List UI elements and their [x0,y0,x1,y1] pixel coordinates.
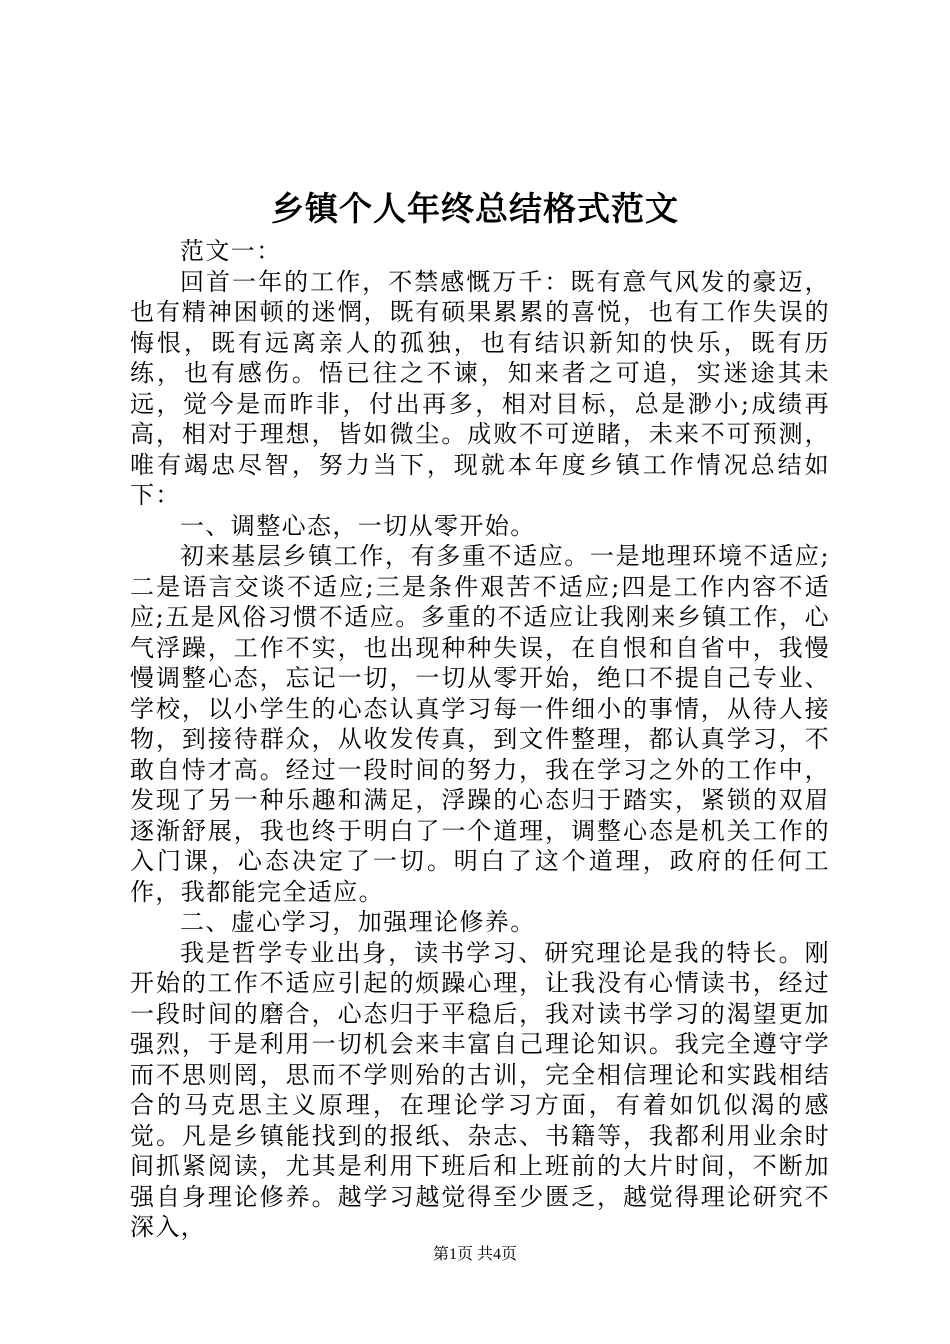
paragraph-intro: 回首一年的工作，不禁感慨万千：既有意气风发的豪迈，也有精神困顿的迷惘，既有硕果累累的喜悦，也有工作失误的悔恨，既有远离亲人的孤独，也有结识新知的快乐，既有历练，也有感伤。悟已往之不谏，知来者之可追，实迷途其未远，觉今是而昨非，付出再多，相对目标，总是渺小;成绩再高，相对于理想，皆如微尘。成败不可逆睹，未来不可预测，唯有竭忠尽智，努力当下，现就本年度乡镇工作情况总结如下： [130,267,830,509]
paragraph-section-2: 我是哲学专业出身，读书学习、研究理论是我的特长。刚开始的工作不适应引起的烦躁心理，让我没有心情读书，经过一段时间的磨合，心态归于平稳后，我对读书学习的渴望更加强烈，于是利用一切机会来丰富自己理论知识。我完全遵守学而不思则罔，思而不学则殆的古训，完全相信理论和实践相结合的马克思主义原理，在理论学习方面，有着如饥似渴的感觉。凡是乡镇能找到的报纸、杂志、书籍等，我都利用业余时间抓紧阅读，尤其是利用下班后和上班前的大片时间，不断加强自身理论修养。越学习越觉得至少匮乏，越觉得理论研究不深入， [130,938,830,1241]
section-heading-1: 一、调整心态，一切从零开始。 [180,511,536,540]
paragraph-section-1: 初来基层乡镇工作，有多重不适应。一是地理环境不适应;二是语言交谈不适应;三是条件艰苦不适应;四是工作内容不适应;五是风俗习惯不适应。多重的不适应让我刚来乡镇工作，心气浮躁，工作不实，也出现种种失误，在自恨和自省中，我慢慢调整心态，忘记一切，一切从零开始，绝口不提自己专业、学校，以小学生的心态认真学习每一件细小的事情，从待人接物，到接待群众，从收发传真，到文件整理，都认真学习，不敢自恃才高。经过一段时间的努力，我在学习之外的工作中，发现了另一种乐趣和满足，浮躁的心态归于踏实，紧锁的双眉逐渐舒展，我也终于明白了一个道理，调整心态是机关工作的入门课，心态决定了一切。明白了这个道理，政府的任何工作，我都能完全适应。 [130,542,830,906]
paragraph-label: 范文一： [180,237,282,265]
page-footer: 第1页 共4页 [432,1246,517,1263]
section-heading-2: 二、虚心学习，加强理论修养。 [180,908,536,936]
document-title: 乡镇个人年终总结格式范文 [271,189,679,228]
document-body [130,236,830,1243]
